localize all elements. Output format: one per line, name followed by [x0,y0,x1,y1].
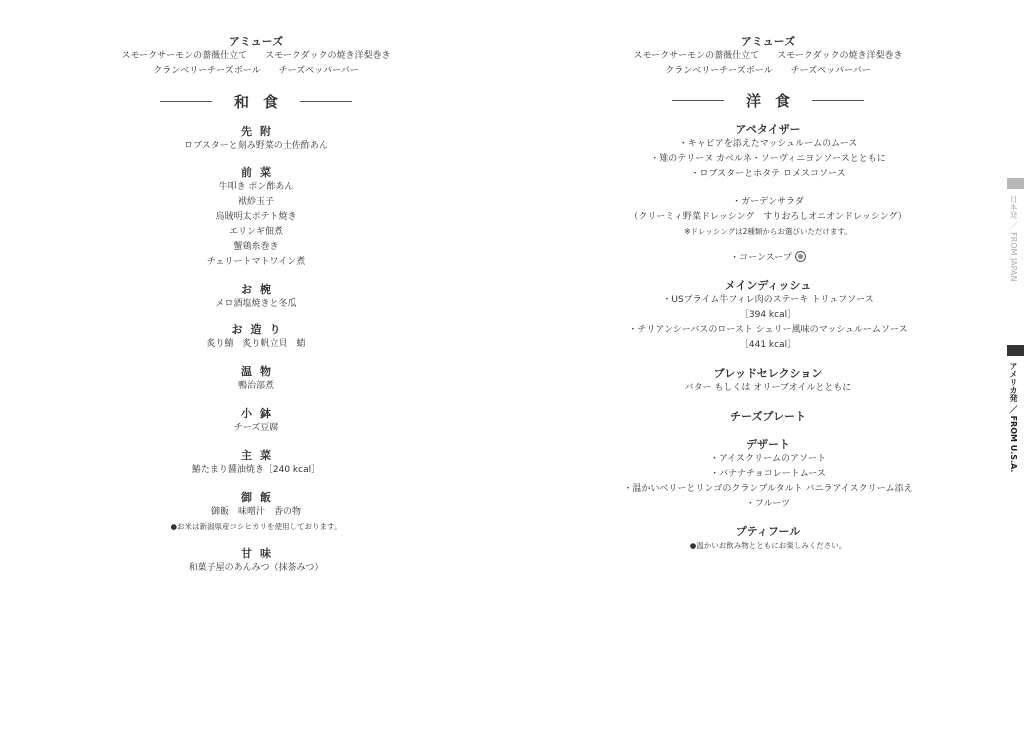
from-japan-tab[interactable] [1007,178,1024,189]
course-section [0,406,512,436]
amuse-item: スモークダックの焼き洋梨巻き [777,51,903,61]
appetizer-item: ・雉のテリーヌ カベルネ・ソーヴィニヨンソースとともに [650,154,886,164]
appetizer-item: ・ロブスターとホタテ ロメスコソース [690,169,846,179]
cheese-title: チーズプレート [729,410,806,423]
course-section [0,282,512,312]
from-usa-tab[interactable] [1007,345,1024,356]
amuse-line-1 [512,49,1024,64]
course-title: 温物 [241,365,279,378]
petit-four-note: ●温かいお飲み物とともにお楽しみください。 [689,541,847,550]
soup-line [512,251,1024,266]
petit-four-section [512,524,1024,552]
course-title: 甘味 [241,547,279,560]
soup-item: ・コーンスープ [730,253,792,263]
main-dish-kcal: ［441 kcal］ [739,340,797,350]
amuse-item: スモークダックの焼き洋梨巻き [265,51,391,61]
course-title: 前菜 [241,166,279,179]
main-dish-section [512,278,1024,353]
bread-section [512,366,1024,396]
course-section [0,490,512,533]
dressing-note: ※ドレッシングは2種類からお選びいただけます。 [684,227,852,236]
course-item: 鰆たまり醤油焼き［240 kcal］ [191,465,321,475]
course-section [0,546,512,576]
salad-section [512,195,1024,238]
japanese-courses [0,124,512,576]
yoshoku-heading: 洋食 [746,91,805,110]
dessert-item: ・バナナチョコレートムース [710,469,826,479]
course-item: 御飯 味噌汁 香の物 [210,507,301,517]
washoku-divider [160,90,352,112]
bread-title: ブレッドセレクション [713,367,823,380]
amuse-title: アミューズ [740,35,796,48]
divider-rule [672,100,724,101]
dessert-item: ・アイスクリームのアソート [709,454,827,464]
course-item: 袱紗玉子 [237,197,274,207]
appetizer-section [512,122,1024,182]
course-title: 御飯 [241,491,279,504]
bread-item: バター もしくは オリーブオイルとともに [684,383,852,393]
divider-rule [300,101,352,102]
petit-four-title: プティフール [735,525,801,538]
course-title: 先附 [241,125,279,138]
course-section [0,448,512,478]
main-dish-title: メインディッシュ [724,279,812,292]
course-item: エリンギ佃煮 [228,227,283,237]
course-title: 主菜 [241,449,279,462]
vegetarian-mark-icon [795,251,806,262]
appetizer-title: アペタイザー [735,123,801,136]
western-menu [512,34,1024,552]
dessert-item: ・フルーツ [745,499,791,509]
course-item: 牛叩き ポン酢あん [218,182,294,192]
salad-item: ・ガーデンサラダ [732,197,804,207]
course-section [0,364,512,394]
course-item: チェリートマトワイン煮 [206,257,306,267]
divider-rule [812,100,864,101]
amuse-line-2 [512,64,1024,79]
main-dish-item: ・USプライム牛フィレ肉のステーキ トリュフソース [662,295,874,305]
course-title: お椀 [241,283,279,296]
dessert-section [512,437,1024,512]
course-item: チーズ豆腐 [233,423,279,433]
yoshoku-divider [672,89,864,111]
course-section [0,124,512,154]
amuse-line-1 [0,49,512,64]
dressing-options: （クリーミィ野菜ドレッシング すりおろしオニオンドレッシング） [629,212,907,222]
dessert-item: ・温かいベリーとリンゴのクランブルタルト バニラアイスクリーム添え [623,484,913,494]
course-section [0,165,512,270]
course-note: ●お米は新潟県産コシヒカリを使用しております。 [170,522,342,531]
main-dish-kcal: ［394 kcal］ [739,310,797,320]
course-title: お造り [231,323,289,336]
divider-rule [160,101,212,102]
course-section [0,322,512,352]
cheese-section [512,409,1024,424]
amuse-item: クランベリーチーズボール [665,66,773,76]
course-item: 和菓子屋のあんみつ（抹茶みつ） [188,563,324,573]
amuse-item: チーズペッパーバー [790,66,871,76]
dessert-title: デザート [746,438,790,451]
course-title: 小鉢 [241,407,279,420]
japanese-menu [0,34,512,576]
course-item: 鴨治部煮 [237,381,274,391]
amuse-line-2 [0,64,512,79]
course-item: 烏賊明太ポテト焼き [215,212,297,222]
main-dish-item: ・チリアンシーバスのロースト シェリー風味のマッシュルームソース [628,325,908,335]
from-japan-label: 日本発 ／ FROM JAPAN [1009,195,1018,282]
appetizer-item: ・キャビアを添えたマッシュルームのムース [678,139,858,149]
course-item: メロ酒塩焼きと冬瓜 [215,299,297,309]
amuse-item: クランベリーチーズボール [153,66,261,76]
from-usa-label: アメリカ発 ／ FROM U.S.A. [1009,362,1018,473]
soup-section [512,251,1024,266]
amuse-title: アミューズ [228,35,284,48]
course-item: ロブスターと刻み野菜の土佐酢あん [184,141,328,151]
course-item: 蟹鶏糸巻き [233,242,279,252]
amuse-item: スモークサーモンの薔薇仕立て [121,51,248,61]
amuse-item: チーズペッパーバー [278,66,359,76]
course-item: 炙り鯖 炙り帆立貝 蛸 [206,339,306,349]
washoku-heading: 和食 [234,92,293,111]
right-page [512,0,1024,742]
amuse-item: スモークサーモンの薔薇仕立て [633,51,760,61]
